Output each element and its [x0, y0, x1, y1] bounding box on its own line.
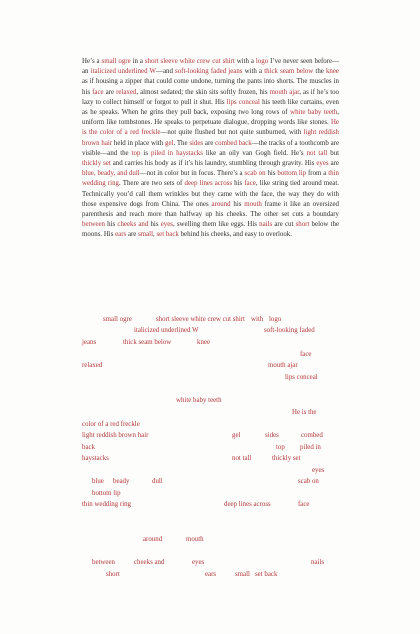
scattered-word: face	[298, 501, 310, 508]
prose-text: with a	[234, 58, 256, 65]
prose-text: his	[232, 180, 245, 188]
highlighted-phrase: He is the color of a red freckle	[82, 119, 339, 137]
prose-text: below the moons. His	[82, 221, 340, 239]
scattered-word: eyes	[192, 559, 205, 566]
scattered-word: short sleeve white crew cut shirt	[156, 316, 245, 323]
scattered-word: thick seam below	[123, 339, 172, 346]
highlighted-phrase: piled in haystacks	[151, 149, 203, 157]
prose-text: are	[126, 231, 139, 239]
scattered-word: beady	[113, 478, 130, 485]
prose-text: and carries his body as if it’s his laundry, stumbling through gravity. His	[110, 160, 317, 168]
highlighted-phrase: cheeks and	[117, 221, 149, 229]
scattered-word: light reddish brown hair	[82, 432, 149, 439]
scattered-word: with	[251, 316, 264, 323]
scattered-word: deep lines across	[224, 501, 271, 508]
prose-text: in a	[130, 58, 145, 65]
scattered-word: top	[276, 444, 285, 451]
scattered-word: piled in	[300, 444, 321, 451]
scattered-word: not tall	[232, 455, 252, 462]
scattered-word: logo	[269, 316, 282, 323]
highlighted-phrase: top	[131, 149, 141, 157]
prose-text: as if housing a zipper that could come undone, turning the pants into shorts. The muscles in his	[82, 78, 339, 96]
prose-text: but	[327, 149, 339, 157]
scattered-word: blue	[92, 478, 104, 485]
highlighted-phrase: thick seam below	[264, 68, 314, 76]
scattered-word: combed	[301, 432, 323, 439]
prose-text: He’s a	[82, 58, 102, 65]
prose-text: , like string tied around meat. Technically you’d call them wrinkles but they came with the face, the way they do with those expensive dogs from China. The ones	[82, 180, 340, 208]
prose-text: ,	[153, 231, 157, 239]
highlighted-phrase: not tall	[306, 149, 328, 157]
highlighted-phrase: thin wedding ring	[82, 170, 339, 188]
highlighted-phrase: scab on	[244, 170, 266, 178]
prose-text: his	[104, 221, 118, 229]
scattered-word: small	[235, 571, 250, 578]
highlighted-phrase: sides	[189, 139, 204, 147]
scattered-word: italicized underlined W	[134, 327, 199, 334]
highlighted-phrase: face	[244, 180, 256, 188]
scattered-word: jeans	[82, 339, 97, 346]
prose-text: I’ve never seen before—an	[82, 58, 339, 76]
highlighted-phrase: gel	[165, 139, 174, 147]
prose-text: —not in color but in focus. There’s a	[139, 170, 245, 178]
scattered-word: thin wedding ring	[82, 501, 131, 508]
highlighted-phrase: eyes	[160, 221, 173, 229]
scattered-word: mouth ajar	[268, 362, 298, 369]
prose-text: —and	[156, 68, 176, 76]
prose-text: , almost sedated; the skin sits softly frozen, his	[136, 88, 270, 96]
scattered-word: eyes	[312, 467, 325, 474]
highlighted-phrase: italicized underlined W	[90, 68, 157, 76]
scattered-word: sides	[265, 432, 279, 439]
highlighted-phrase: logo	[255, 58, 269, 65]
prose-text: the	[313, 68, 326, 76]
prose-text: are cut	[272, 221, 296, 229]
highlighted-phrase: eyes	[316, 160, 329, 168]
scattered-word: knee	[197, 339, 211, 346]
highlighted-phrase: small ogre	[101, 58, 131, 65]
scattered-word: cheeks and	[134, 559, 165, 566]
scattered-word: white baby teeth	[176, 397, 222, 404]
prose-text: —not quite flushed but not quite sunburned, with	[160, 129, 304, 137]
highlighted-phrase: lips conceal	[226, 98, 260, 106]
highlighted-phrase: relaxed	[116, 88, 137, 96]
prose-text: behind his cheeks, and easy to overlook.	[178, 231, 292, 239]
highlighted-phrase: light reddish brown hair	[82, 129, 339, 147]
prose-text: held in place with	[112, 139, 166, 147]
prose-text: . There are two sets of	[119, 180, 185, 188]
scattered-word: around	[143, 536, 163, 543]
scattered-word: bottom lip	[92, 490, 121, 497]
prose-text: . The	[173, 139, 190, 147]
scattered-word: dull	[152, 478, 163, 485]
highlighted-phrase: ears	[115, 231, 127, 239]
prose-text: —the tracks of a toothcomb are visible—and the	[82, 139, 340, 157]
scattered-word: He is the	[292, 409, 317, 416]
prose-text: from a	[306, 170, 329, 178]
prose-text: his	[230, 200, 245, 208]
highlighted-phrase: mouth ajar	[269, 88, 300, 96]
scattered-word: mouth	[186, 536, 204, 543]
scattered-word: thickly set	[272, 455, 301, 462]
scattered-word: between	[92, 559, 115, 566]
highlighted-phrase: set back	[156, 231, 179, 239]
scattered-word: small ogre	[103, 316, 132, 323]
scattered-word: nails	[311, 559, 325, 566]
highlighted-phrase: deep lines across	[184, 180, 233, 188]
highlighted-phrase: short sleeve white crew cut shirt	[144, 58, 235, 65]
scattered-word: face	[300, 351, 312, 358]
scattered-word: back	[82, 444, 96, 451]
prose-text: are	[103, 88, 117, 96]
scattered-word: gel	[232, 432, 241, 439]
scattered-word: ears	[205, 571, 217, 578]
highlighted-phrase: knee	[325, 68, 339, 76]
highlighted-phrase: combed back	[215, 139, 252, 147]
scattered-word: set back	[255, 571, 278, 578]
highlighted-phrase: face	[92, 88, 104, 96]
prose-text: frame it like an oversized parenthesis and reach more than halfway up his cheeks. The other set cuts a boundary	[82, 200, 339, 219]
highlighted-phrase: between	[82, 221, 105, 229]
prose-text: , swelling them like eggs. His	[172, 221, 260, 229]
highlighted-phrase: nails	[259, 221, 273, 229]
highlighted-phrase: short	[295, 221, 310, 229]
scattered-word: relaxed	[82, 362, 103, 369]
scattered-word: lips conceal	[285, 374, 318, 381]
highlighted-phrase: soft-looking faded jeans	[175, 68, 243, 76]
highlighted-phrase: white baby teeth	[290, 109, 338, 117]
prose-text: , as if he’s too lazy to collect himself or forgot to pull it shut. His	[82, 88, 340, 106]
highlighted-phrase: thickly set	[82, 160, 111, 168]
prose-text: is	[140, 149, 151, 157]
highlighted-phrase: bottom lip	[277, 170, 307, 178]
prose-text: , uniform like tombstones. He speaks to perpetuate dialogue, dropping words like stones.	[82, 109, 339, 127]
highlighted-phrase: blue, beady, and dull	[82, 170, 140, 178]
highlighted-phrase: around	[211, 200, 231, 208]
scattered-word: soft-looking faded	[264, 327, 315, 334]
scattered-word: scab on	[298, 478, 319, 485]
scattered-word: haystacks	[82, 455, 109, 462]
highlighted-phrase: small	[138, 231, 154, 239]
prose-text: are	[203, 139, 216, 147]
prose-text: his	[148, 221, 161, 229]
prose-text: are	[328, 160, 339, 168]
scattered-word: short	[106, 571, 120, 578]
highlighted-phrase: mouth	[244, 200, 262, 208]
prose-text: like an oily van Gogh field. He’s	[202, 149, 307, 157]
prose-text: his	[265, 170, 278, 178]
scattered-word: color of a red freckle	[82, 421, 140, 428]
prose-text: with a	[242, 68, 265, 76]
prose-text: his teeth like curtains, even as he speaks. When he grins they pull back, exposing two long rows of	[82, 98, 340, 117]
